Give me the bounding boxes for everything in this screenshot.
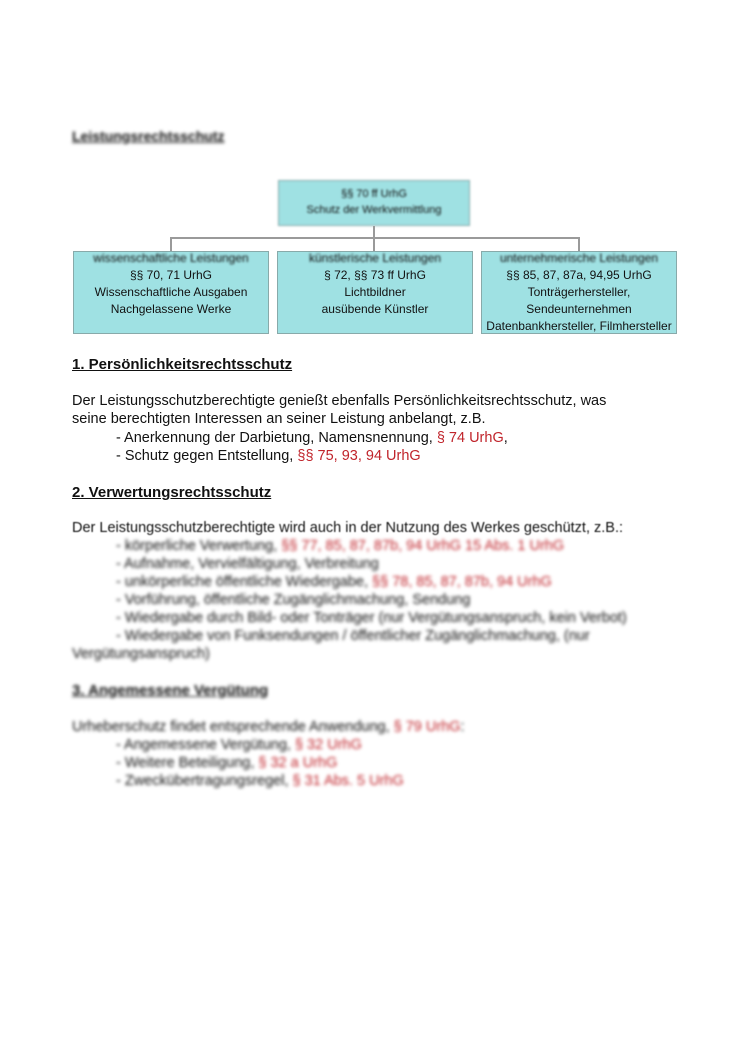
bullet-text: - Wiedergabe von Funksendungen / öffentlicher Zugänglichmachung, (nur xyxy=(116,628,590,644)
box-line1: Wissenschaftliche Ausgaben xyxy=(94,285,248,299)
section2-bullet xyxy=(116,555,379,573)
box-line2: ausübende Künstler xyxy=(321,302,429,316)
box-law: §§ 85, 87, 87a, 94,95 UrhG xyxy=(506,268,652,282)
box-line1: Lichtbildner xyxy=(344,285,406,299)
section3-bullet xyxy=(116,736,362,754)
bullet-text: - Vorführung, öffentliche Zugänglichmachung, Sendung xyxy=(116,592,471,608)
box-law: § 72, §§ 73 ff UrhG xyxy=(324,268,426,282)
section1-heading: 1. Persönlichkeitsrechtsschutz xyxy=(72,356,293,373)
law-reference: § 74 UrhG xyxy=(436,430,504,446)
top-box-label: Schutz der Werkvermittlung xyxy=(306,204,442,216)
diagram-box-scientific xyxy=(73,251,269,334)
law-reference: § 32 a UrhG xyxy=(258,755,338,771)
page-title: Leistungsrechtsschutz xyxy=(72,128,225,144)
box-category: unternehmerische Leistungen xyxy=(499,251,659,265)
top-box-law: §§ 70 ff UrhG xyxy=(341,188,407,200)
para-tail: : xyxy=(460,719,465,735)
bullet-tail: , xyxy=(503,430,508,446)
para-text: Urheberschutz findet entsprechende Anwendung, xyxy=(72,719,394,735)
section1-para-line1: Der Leistungsschutzberechtigte genießt ebenfalls Persönlichkeitsrechtsschutz, was xyxy=(72,393,607,409)
bullet-text: - Schutz gegen Entstellung, xyxy=(116,448,298,464)
connector-middle xyxy=(373,237,375,251)
diagram-box-entrepreneurial xyxy=(481,251,677,334)
section3-bullet xyxy=(116,754,337,772)
bullet-text: - Aufnahme, Vervielfältigung, Verbreitung xyxy=(116,556,379,572)
law-reference: §§ 75, 93, 94 UrhG xyxy=(297,448,421,464)
box-category: wissenschaftliche Leistungen xyxy=(93,251,249,265)
box-line1: Tonträgerhersteller, Sendeunternehmen xyxy=(526,285,632,316)
section2-heading: 2. Verwertungsrechtsschutz xyxy=(72,484,272,501)
section1-para-line2: seine berechtigten Interessen an seiner Leistung anbelangt, z.B. xyxy=(72,411,486,427)
section2-bullet xyxy=(116,627,590,645)
law-reference: §§ 78, 85, 87, 87b, 94 UrhG xyxy=(372,574,552,590)
section2-bullet xyxy=(116,609,627,627)
bullet-text: - Anerkennung der Darbietung, Namensnennung, xyxy=(116,430,437,446)
connector-left xyxy=(170,237,172,251)
section2-bullet xyxy=(116,573,552,591)
section2-bullet xyxy=(116,537,564,555)
diagram-top-box xyxy=(278,180,470,226)
section3-bullet xyxy=(116,772,404,790)
bullet-text: - Angemessene Vergütung, xyxy=(116,737,295,753)
diagram-box-artistic xyxy=(277,251,473,334)
connector-horizontal xyxy=(170,237,580,239)
bullet-text: - Weitere Beteiligung, xyxy=(116,755,259,771)
law-reference: § 79 UrhG xyxy=(393,719,461,735)
law-reference: §§ 77, 85, 87, 87b, 94 UrhG 15 Abs. 1 UrhG xyxy=(281,538,565,554)
section3-heading: 3. Angemessene Vergütung xyxy=(72,682,269,699)
bullet-text: - unkörperliche öffentliche Wiedergabe, xyxy=(116,574,373,590)
section1-bullet xyxy=(116,447,421,465)
section2-bullet xyxy=(116,591,470,609)
law-reference: § 31 Abs. 5 UrhG xyxy=(292,773,404,789)
bullet-text: - körperliche Verwertung, xyxy=(116,538,282,554)
section2-bullet-wrap: Vergütungsanspruch) xyxy=(72,646,210,662)
bullet-text: - Zweckübertragungsregel, xyxy=(116,773,293,789)
section1-bullet xyxy=(116,429,508,447)
section3-para xyxy=(72,718,465,736)
bullet-text: - Wiedergabe durch Bild- oder Tonträger (nur Vergütungsanspruch, kein Verbot) xyxy=(116,610,627,626)
box-category: künstlerische Leistungen xyxy=(308,251,442,265)
box-law: §§ 70, 71 UrhG xyxy=(129,268,213,282)
section2-para: Der Leistungsschutzberechtigte wird auch in der Nutzung des Werkes geschützt, z.B.: xyxy=(72,520,624,536)
box-line2: Datenbankhersteller, Filmhersteller xyxy=(486,319,672,333)
box-line2: Nachgelassene Werke xyxy=(110,302,232,316)
connector-right xyxy=(578,237,580,251)
law-reference: § 32 UrhG xyxy=(294,737,362,753)
